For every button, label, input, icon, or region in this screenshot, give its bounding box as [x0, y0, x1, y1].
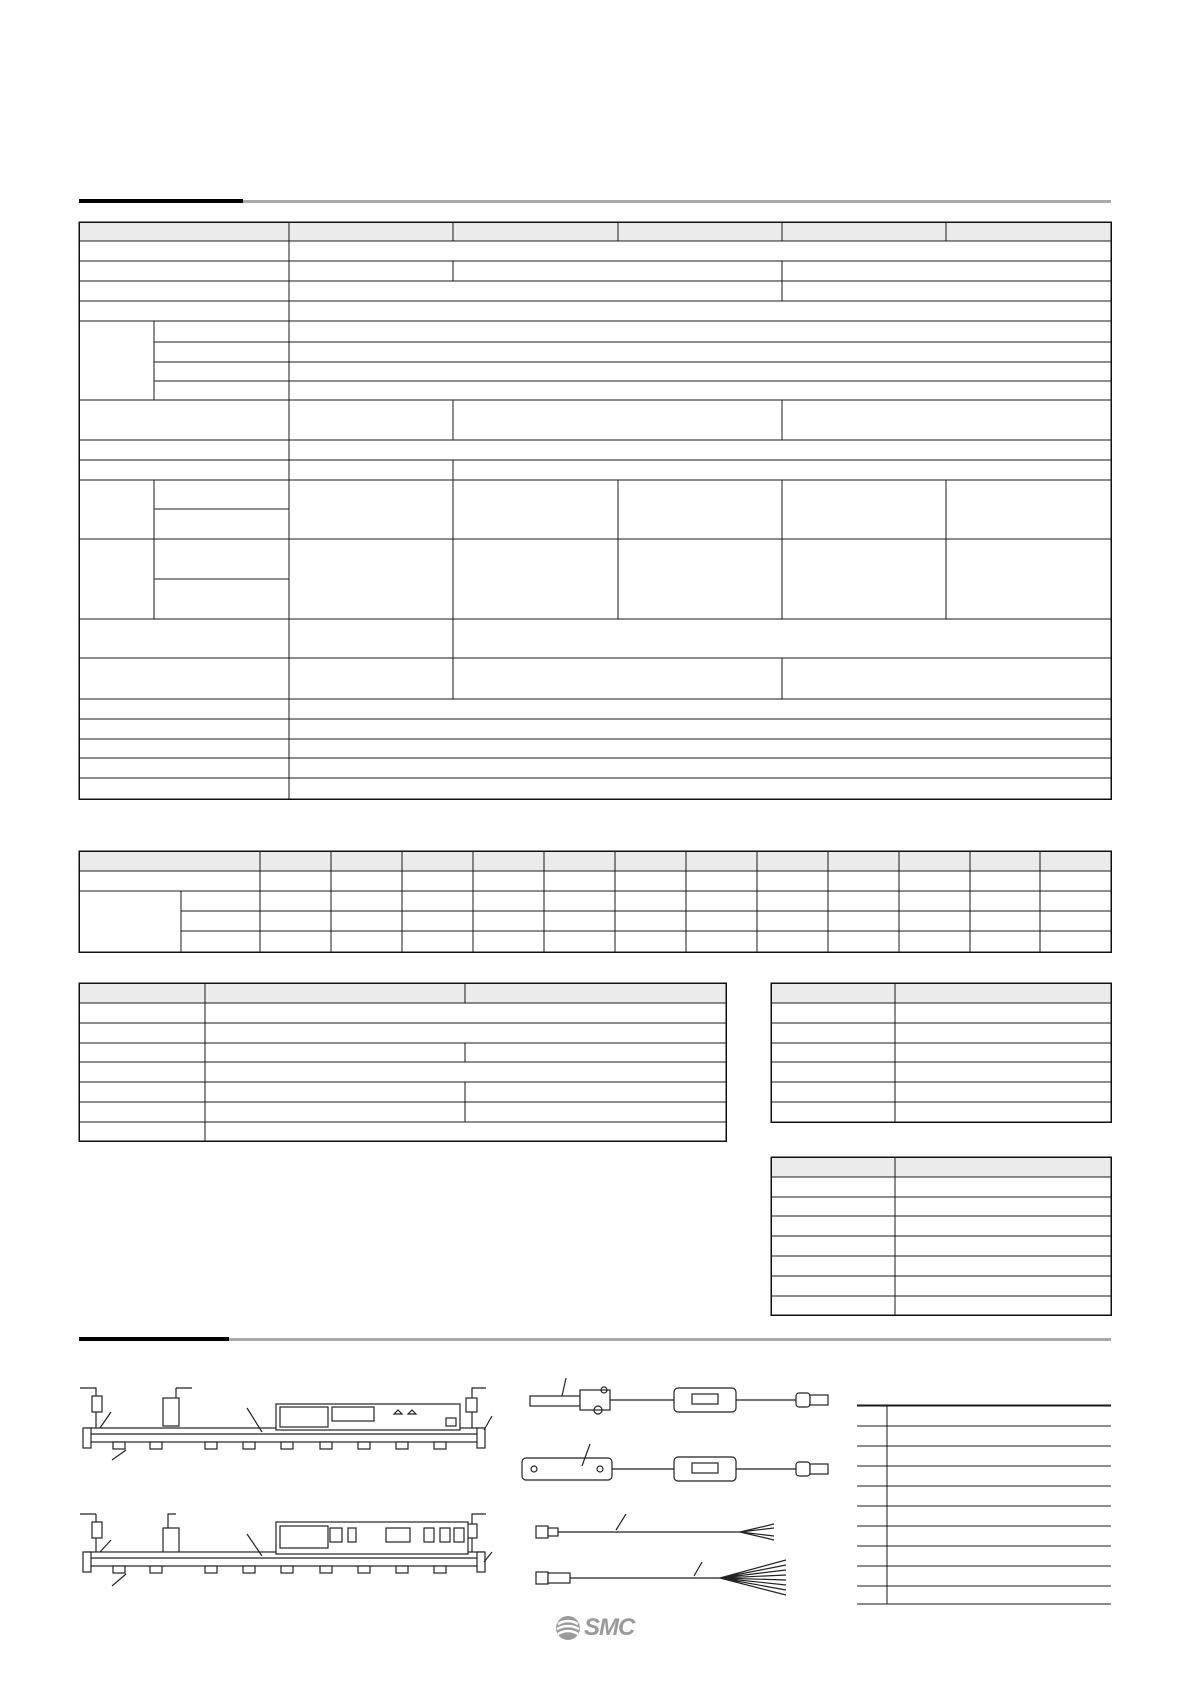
brand-name: SMC: [584, 1614, 635, 1641]
